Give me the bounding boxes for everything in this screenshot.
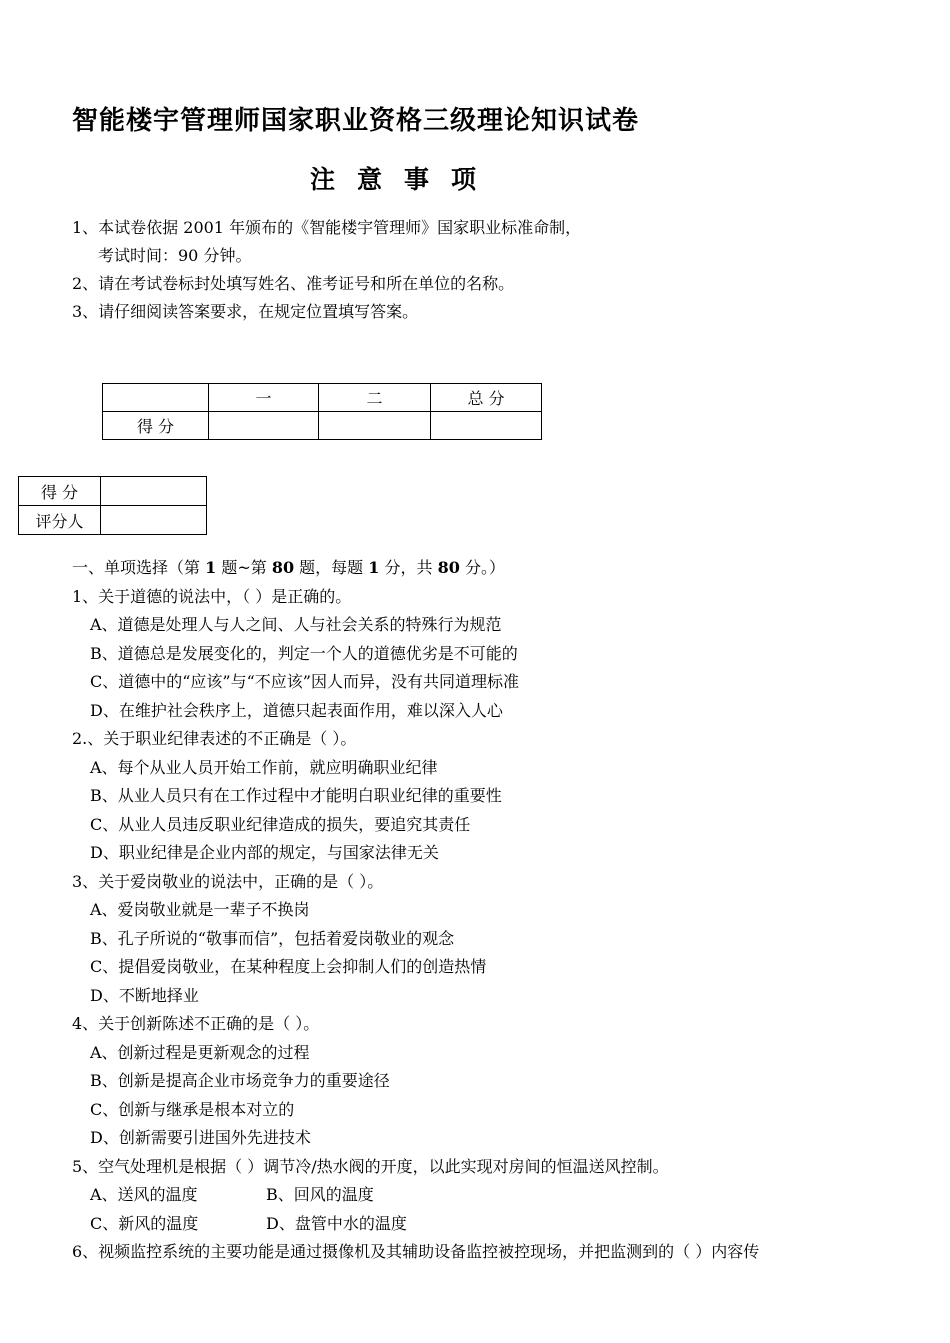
table-header-cell: 总 分 [431,384,542,412]
table-header-row [103,384,542,412]
heading-number: 1 [368,558,380,577]
table-cell [103,384,209,412]
grader-cell[interactable] [101,506,207,535]
answer-option-row [72,1210,759,1239]
heading-text: 分。） [459,558,505,577]
question-stem: 4、关于创新陈述不正确的是（ ）。 [72,1014,320,1033]
answer-option: B、道德总是发展变化的，判定一个人的道德优劣是不可能的 [90,643,518,663]
answer-option-row [72,1181,759,1210]
answer-option: B、从业人员只有在工作过程中才能明白职业纪律的重要性 [90,786,502,805]
answer-option: B、回风的温度 [266,1185,374,1204]
notice-list [72,214,581,326]
score-summary-table [102,383,542,440]
notice-item: 3、请仔细阅读答案要求，在规定位置填写答案。 [72,302,419,321]
answer-option: D、在维护社会秩序上，道德只起表面作用，难以深入人心 [90,700,503,720]
answer-option: C、提倡爱岗敬业，在某种程度上会抑制人们的创造热情 [90,957,487,976]
notice-item: 1、本试卷依据 2001 年颁布的《智能楼宇管理师》国家职业标准命制， [72,218,582,237]
heading-number: 1 [205,558,217,577]
heading-text: 一、单项选择（第 [72,558,206,577]
answer-option: B、孔子所说的“敬事而信”，包括着爱岗敬业的观念 [90,928,455,948]
table-header-cell: 一 [209,384,319,412]
heading-number: 80 [437,558,460,577]
row-label: 评分人 [19,506,101,535]
table-row [103,412,542,440]
question-stem: 6、视频监控系统的主要功能是通过摄像机及其辅助设备监控被控现场，并把监测到的（ ）内容传 [72,1242,760,1261]
answer-option: C、从业人员违反职业纪律造成的损失，要追究其责任 [90,814,471,834]
answer-option: A、创新过程是更新观念的过程 [90,1042,310,1062]
row-label: 得 分 [103,412,209,440]
notice-heading: 注意事项 [309,165,498,194]
table-row [19,506,207,535]
section-heading [72,554,759,583]
heading-text: 分，共 [379,558,438,577]
question-stem: 1、关于道德的说法中，（ ）是正确的。 [72,586,352,606]
score-cell[interactable] [101,477,207,506]
answer-option: A、爱岗敬业就是一辈子不换岗 [90,900,310,919]
answer-option: D、创新需要引进国外先进技术 [90,1128,311,1147]
answer-option: A、道德是处理人与人之间、人与社会关系的特殊行为规范 [90,615,502,634]
grader-table [18,476,207,535]
row-label: 得 分 [19,477,101,506]
heading-text: 题~第 [216,558,272,577]
score-cell[interactable] [209,412,319,440]
exam-title: 智能楼宇管理师国家职业资格三级理论知识试卷 [72,106,640,136]
notice-item: 2、请在考试卷标封处填写姓名、准考证号和所在单位的名称。 [72,274,515,293]
answer-option: D、职业纪律是企业内部的规定，与国家法律无关 [90,843,439,862]
answer-option: D、盘管中水的温度 [266,1213,407,1233]
heading-number: 80 [271,558,295,577]
answer-option: B、创新是提高企业市场竞争力的重要途径 [90,1071,390,1090]
score-cell[interactable] [319,412,431,440]
answer-option: C、创新与继承是根本对立的 [90,1099,295,1119]
question-stem: 5、空气处理机是根据（ ）调节冷/热水阀的开度，以此实现对房间的恒温送风控制。 [72,1156,669,1176]
heading-text: 题，每题 [294,558,369,577]
question-stem: 2.、关于职业纪律表述的不正确是（ ）。 [72,729,357,748]
question-section [72,554,759,1267]
notice-item: 考试时间：90 分钟。 [98,246,252,265]
answer-option: C、道德中的“应该”与“不应该”因人而异，没有共同道理标准 [90,672,519,691]
answer-option: A、每个从业人员开始工作前，就应明确职业纪律 [90,757,438,777]
answer-option: A、送风的温度 [90,1185,198,1204]
table-header-cell: 二 [319,384,431,412]
score-cell[interactable] [431,412,542,440]
answer-option: D、不断地择业 [90,985,199,1005]
answer-option: C、新风的温度 [90,1213,199,1233]
table-row [19,477,207,506]
question-stem: 3、关于爱岗敬业的说法中，正确的是（ ）。 [72,871,384,891]
